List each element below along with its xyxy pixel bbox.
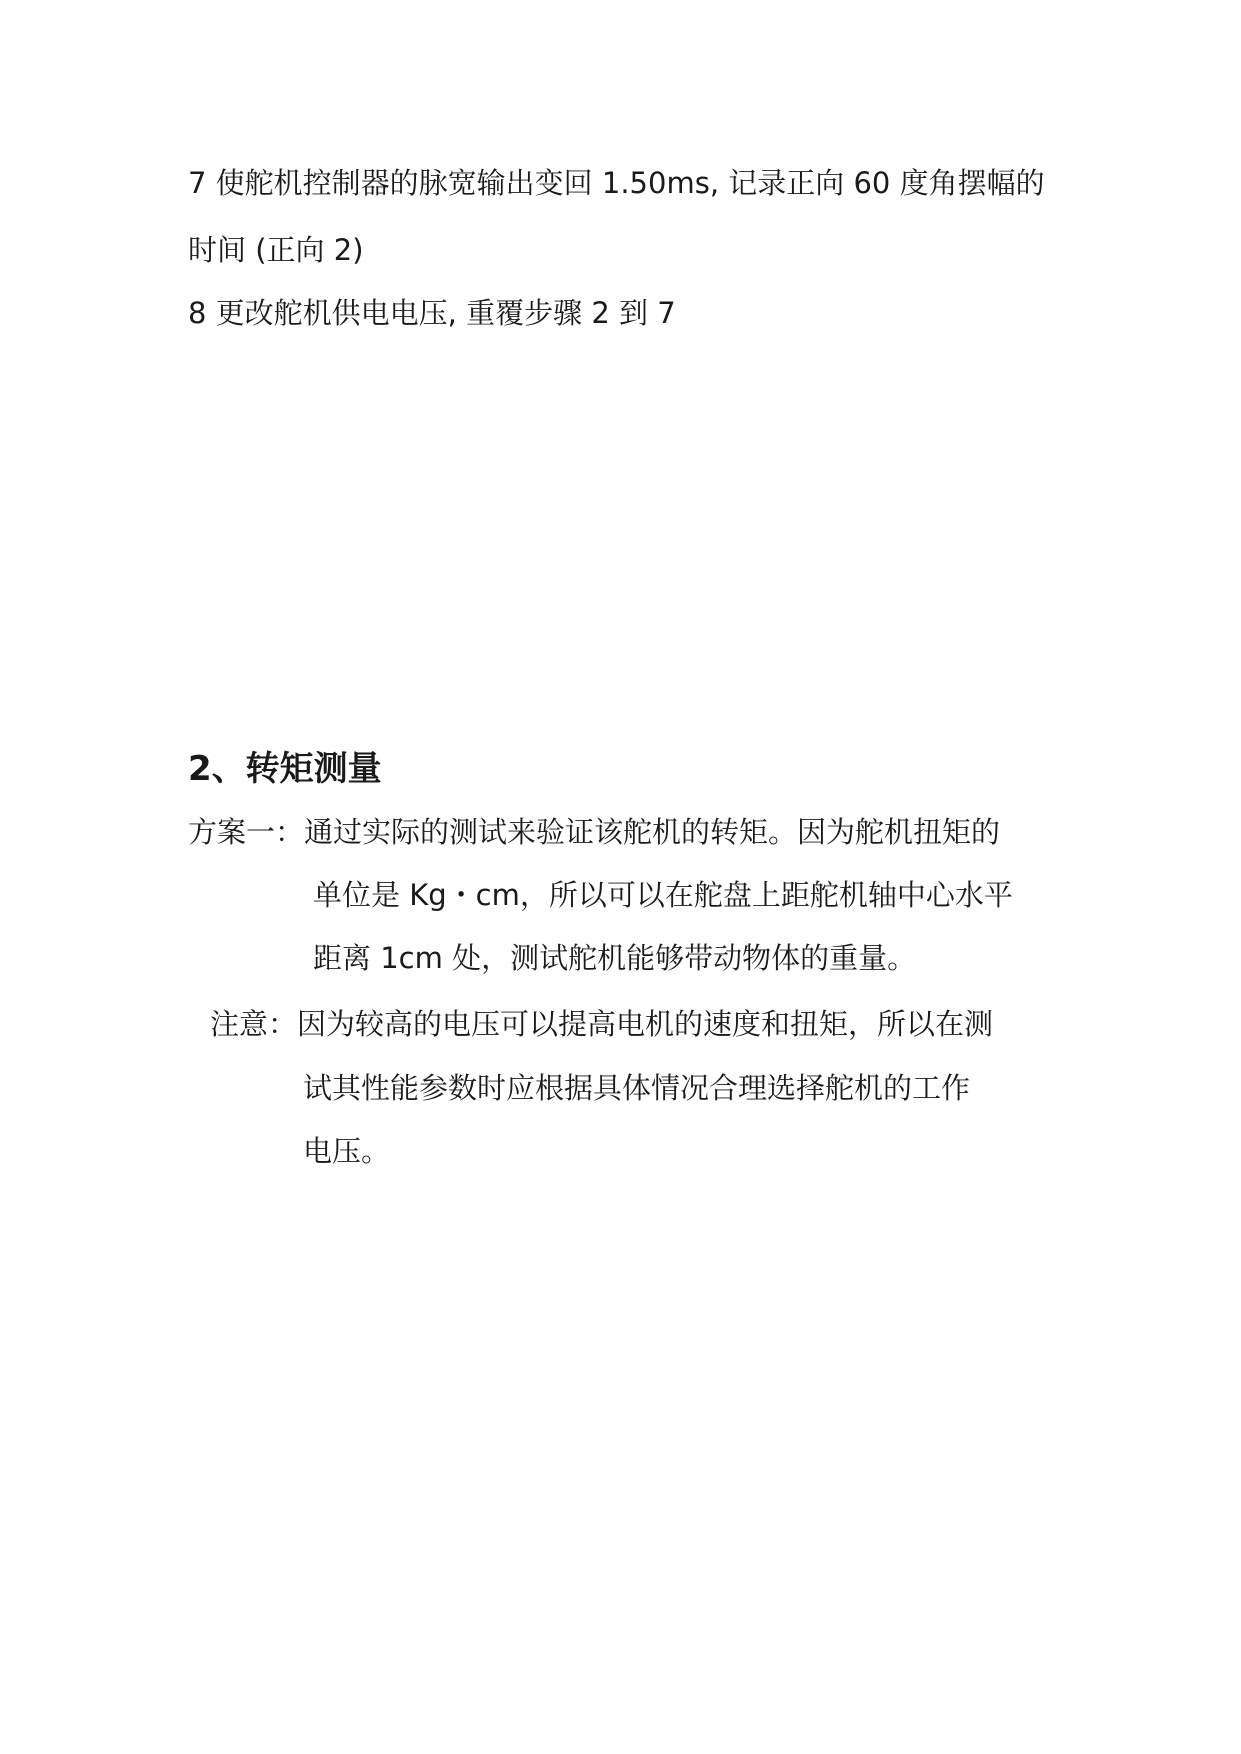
step7-text-line2: 时间 (正向 2) [188,233,364,267]
plan1-text-line2: 单位是 Kg・cm，所以可以在舵盘上距舵机轴中心水平 [313,878,1013,912]
note-text-line3: 电压。 [303,1134,391,1168]
plan1-text-line1: 方案一：通过实际的测试来验证该舵机的转矩。因为舵机扭矩的 [188,815,1001,849]
plan1-text-line3: 距离 1cm 处，测试舵机能够带动物体的重量。 [313,941,917,975]
step7-text-line1: 7 使舵机控制器的脉宽输出变回 1.50ms, 记录正向 60 度角摆幅的 [188,166,1045,200]
step8-text: 8 更改舵机供电电压, 重覆步骤 2 到 7 [188,296,676,330]
note-text-line1: 注意：因为较高的电压可以提高电机的速度和扭矩，所以在测 [210,1007,994,1041]
note-text-line2: 试其性能参数时应根据具体情况合理选择舵机的工作 [303,1071,971,1105]
torque-section-heading: 2、转矩测量 [188,749,382,789]
